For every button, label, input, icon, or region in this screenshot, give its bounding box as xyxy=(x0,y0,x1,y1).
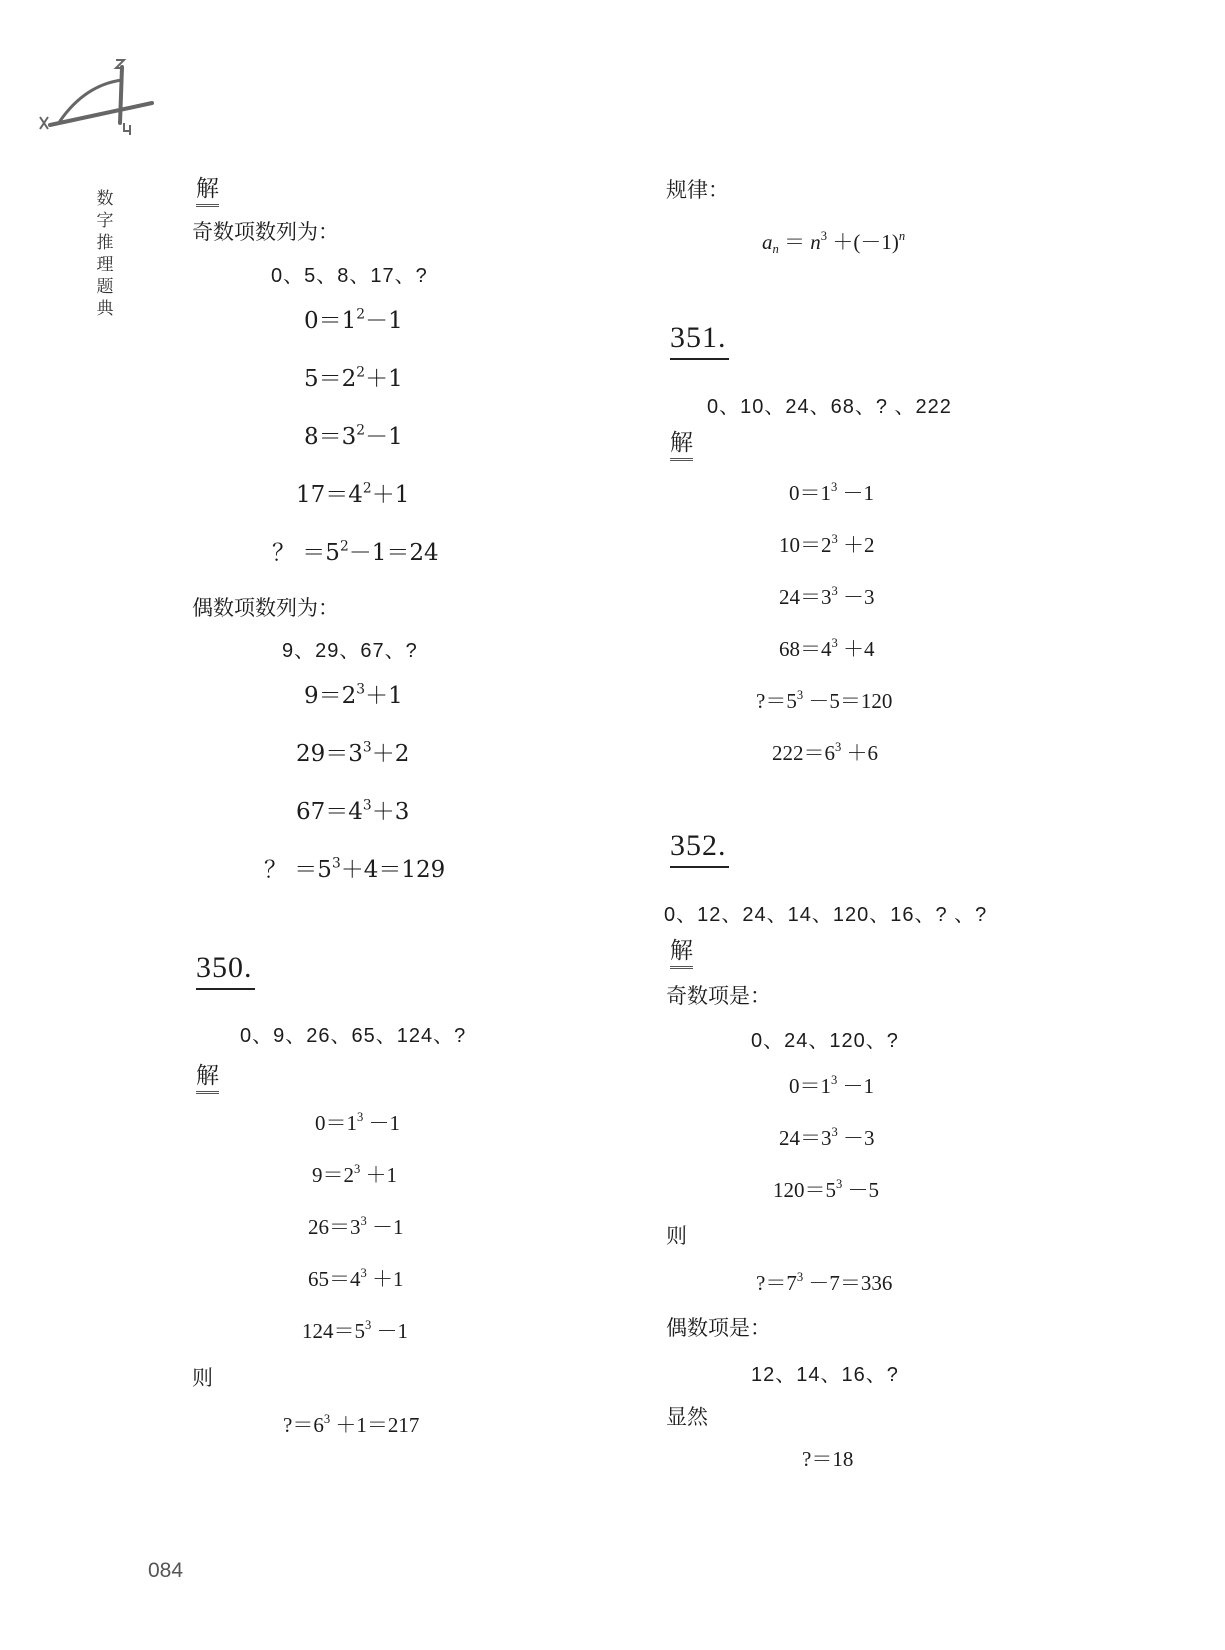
problem-352-sequence: 0、12、24、14、120、16、? 、? xyxy=(664,904,988,926)
equation: $29=3^3+2$ xyxy=(296,739,410,767)
solution-heading: 解 xyxy=(670,430,693,461)
equation: $67=4^3+3$ xyxy=(296,797,410,825)
equation: $0=1^3 -1$ xyxy=(789,1073,875,1098)
answer-equation: ?＝18 xyxy=(802,1447,854,1471)
page-number: 084 xyxy=(148,1559,184,1582)
problem-number-350: 350. xyxy=(196,951,255,990)
therefore-label: 则 xyxy=(192,1366,213,1390)
equation: $26=3^3 -1$ xyxy=(308,1214,404,1239)
odd-terms-sequence: 0、24、120、? xyxy=(751,1030,899,1052)
equation: $24=3^3 -3$ xyxy=(779,1125,875,1150)
rule-formula: $a_n = n^3 +(-1)^n$ xyxy=(762,229,906,256)
title-char: 推 xyxy=(96,233,114,253)
equation: $?=5^3 -5=120$ xyxy=(756,688,893,713)
solution-heading: 解 xyxy=(196,176,219,207)
equation: $68=4^3 +4$ xyxy=(779,636,875,661)
equation: $0=1^3 -1$ xyxy=(789,480,875,505)
problem-350-sequence: 0、9、26、65、124、? xyxy=(240,1025,467,1047)
equation: $65=4^3 +1$ xyxy=(308,1266,404,1291)
problem-number-352: 352. xyxy=(670,829,729,868)
solution-heading: 解 xyxy=(196,1063,219,1094)
title-char: 数 xyxy=(96,189,114,209)
equation: ？ $=5^2-1=24$ xyxy=(272,538,439,566)
equation: $10=2^3 +2$ xyxy=(779,532,875,557)
obviously-label: 显然 xyxy=(666,1405,708,1429)
even-terms-label: 偶数项数列为： xyxy=(192,596,339,620)
equation: $0=1^2-1$ xyxy=(304,306,403,334)
equation: $0=1^3 -1$ xyxy=(315,1110,401,1135)
even-terms-label: 偶数项是： xyxy=(666,1316,771,1340)
axes-logo-icon xyxy=(30,55,170,155)
equation: ？ $=5^3+4=129$ xyxy=(264,855,446,883)
title-char: 典 xyxy=(96,299,114,319)
odd-terms-sequence: 0、5、8、17、? xyxy=(271,265,428,287)
therefore-label: 则 xyxy=(666,1224,687,1248)
equation: $124=5^3 -1$ xyxy=(302,1318,409,1343)
solution-heading: 解 xyxy=(670,938,693,969)
equation: $17=4^2+1$ xyxy=(296,480,410,508)
equation: $120=5^3 -5$ xyxy=(773,1177,880,1202)
rule-label: 规律： xyxy=(666,178,729,202)
title-char: 字 xyxy=(96,211,114,231)
equation: $24=3^3 -3$ xyxy=(779,584,875,609)
equation: $8=3^2-1$ xyxy=(304,422,403,450)
answer-equation: $?=6^3 +1=217$ xyxy=(283,1412,420,1437)
title-char: 理 xyxy=(96,255,114,275)
equation: $222=6^3 +6$ xyxy=(772,740,879,765)
odd-terms-label: 奇数项数列为： xyxy=(192,220,339,244)
even-terms-sequence: 12、14、16、? xyxy=(751,1364,899,1386)
equation: $9=2^3 +1$ xyxy=(312,1162,398,1187)
problem-351-sequence: 0、10、24、68、? 、222 xyxy=(707,396,952,418)
problem-number-351: 351. xyxy=(670,321,729,360)
title-char: 题 xyxy=(96,277,114,297)
equation: $5=2^2+1$ xyxy=(304,364,403,392)
book-title-vertical xyxy=(93,188,117,320)
even-terms-sequence: 9、29、67、? xyxy=(282,640,418,662)
answer-equation: $?=7^3 -7=336$ xyxy=(756,1270,893,1295)
equation: $9=2^3+1$ xyxy=(304,681,403,709)
odd-terms-label: 奇数项是： xyxy=(666,984,771,1008)
